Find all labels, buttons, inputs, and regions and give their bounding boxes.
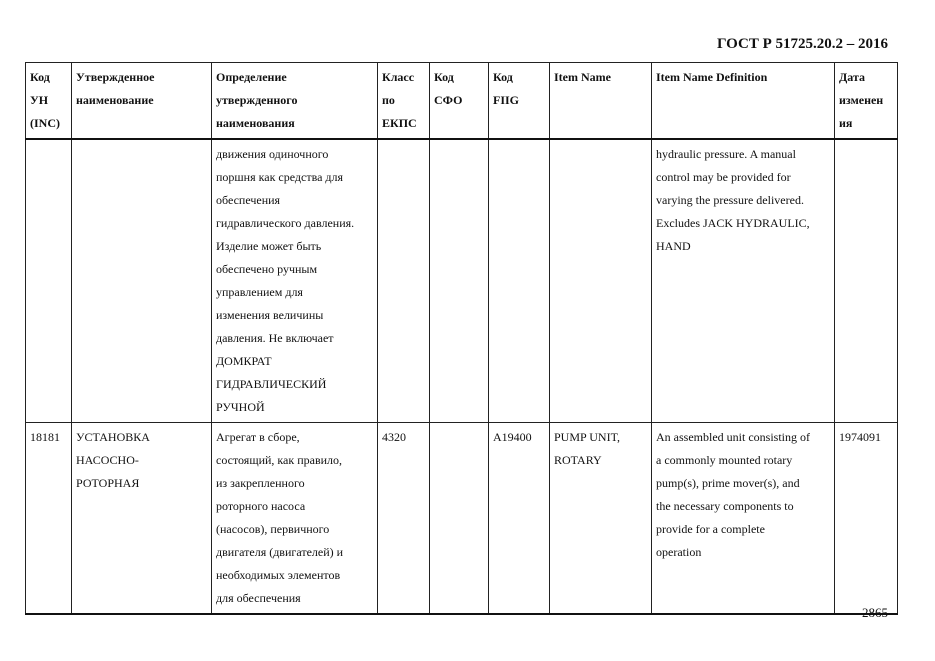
- column-header-inc: Код УН (INC): [26, 63, 72, 140]
- column-header-fiig-code: Код FIIG: [489, 63, 550, 140]
- cell-approved-name: УСТАНОВКА НАСОСНО- РОТОРНАЯ: [72, 423, 212, 615]
- cell-definition: движения одиночного поршня как средства для обеспечения гидравлического давления. Изделие может быть обеспечено ручным управлением для изменения величины давления. Не включает ДОМКРАТ ГИДРАВЛИЧЕСКИЙ РУЧНОЙ: [212, 139, 378, 423]
- cell-definition: Агрегат в сборе, состоящий, как правило, из закрепленного роторного насоса (насосов), первичного двигателя (двигателей) и необходимых элементов для обеспечения: [212, 423, 378, 615]
- cell-item-name-definition: An assembled unit consisting of a commonly mounted rotary pump(s), prime mover(s), and the necessary components to provide for a complete operation: [652, 423, 835, 615]
- nomenclature-table: [25, 62, 898, 615]
- column-header-item-name-definition: Item Name Definition: [652, 63, 835, 140]
- document-code: ГОСТ Р 51725.20.2 – 2016: [716, 36, 888, 52]
- cell-item-name: PUMP UNIT, ROTARY: [550, 423, 652, 615]
- column-header-approved-name: Утвержденное наименование: [72, 63, 212, 140]
- table-row: [26, 139, 898, 423]
- cell-item-name-definition: hydraulic pressure. A manual control may be provided for varying the pressure delivered. Excludes JACK HYDRAULIC, HAND: [652, 139, 835, 423]
- page-number: 2865: [862, 605, 888, 620]
- column-header-change-date: Дата изменен ия: [835, 63, 898, 140]
- cell-fiig-code: [489, 139, 550, 423]
- table-row: [26, 423, 898, 615]
- cell-sfo-code: [430, 423, 489, 615]
- cell-item-name: [550, 139, 652, 423]
- cell-approved-name: [72, 139, 212, 423]
- cell-fiig-code: A19400: [489, 423, 550, 615]
- table-header-row: [26, 63, 898, 140]
- column-header-sfo-code: Код СФО: [430, 63, 489, 140]
- cell-sfo-code: [430, 139, 489, 423]
- column-header-item-name: Item Name: [550, 63, 652, 140]
- cell-ekps-class: [378, 139, 430, 423]
- cell-ekps-class: 4320: [378, 423, 430, 615]
- column-header-definition: Определение утвержденного наименования: [212, 63, 378, 140]
- column-header-ekps-class: Класс по ЕКПС: [378, 63, 430, 140]
- cell-change-date: 1974091: [835, 423, 898, 615]
- cell-inc: 18181: [26, 423, 72, 615]
- cell-change-date: [835, 139, 898, 423]
- cell-inc: [26, 139, 72, 423]
